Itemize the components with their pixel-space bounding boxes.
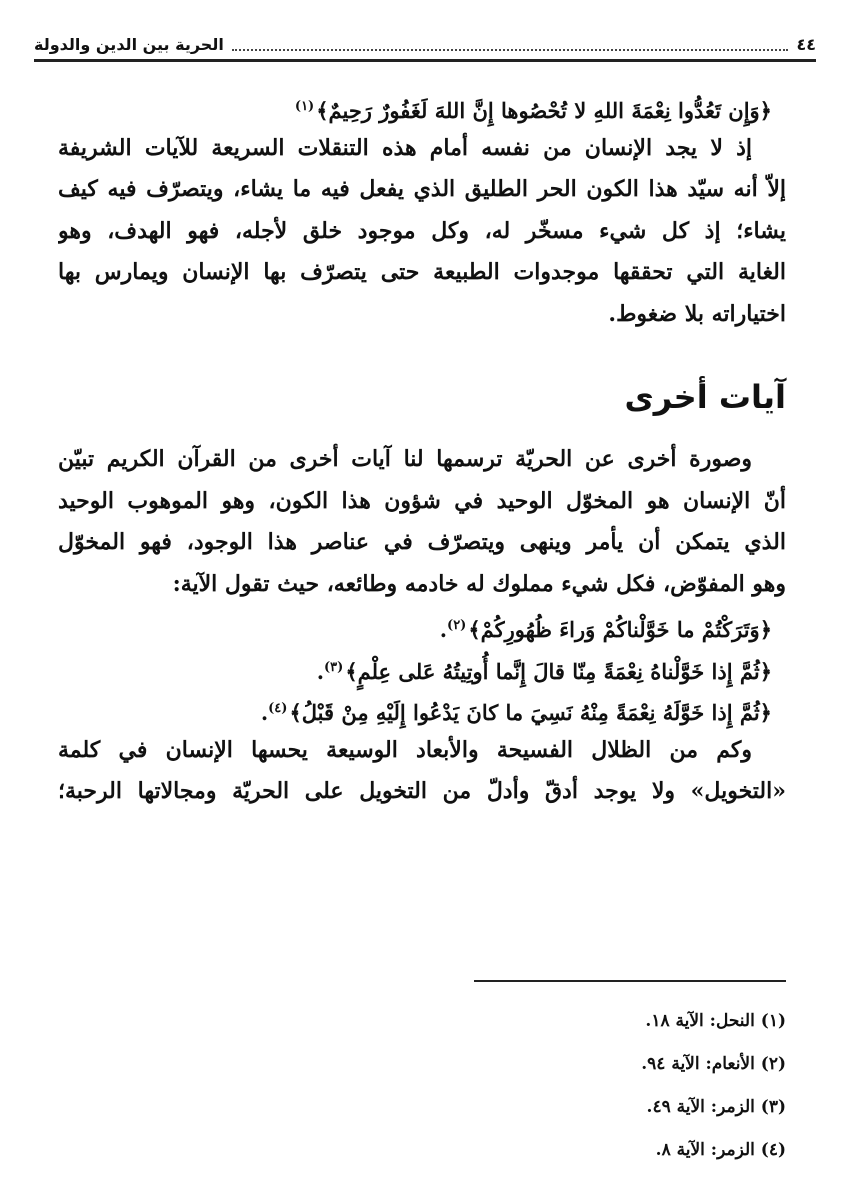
footnote: (٢) الأنعام: الآية ٩٤. bbox=[641, 1054, 786, 1074]
verse-text: ﴿ثُمَّ إِذا خَوَّلْناهُ نِعْمَةً مِنّا قالَ إِنَّما أُوتِيتُهُ عَلى عِلْمٍ﴾ bbox=[345, 658, 772, 684]
header-leader-dots bbox=[232, 49, 789, 51]
verse-text: ﴿ثُمَّ إِذا خَوَّلَهُ نِعْمَةً مِنْهُ نَسِيَ ما كانَ يَدْعُوا إِلَيْهِ مِنْ قَبْلُ﴾ bbox=[289, 700, 772, 725]
paragraph-line: إذ لا يجد الإنسان من نفسه أمام هذه التنقلات السريعة للآيات الشريفة bbox=[58, 134, 752, 161]
verse-end-mark: . bbox=[260, 700, 269, 725]
paragraph-line: يشاء؛ إذ كل شيء مسخّر له، وكل موجود خلق لأجله، فهو الهدف، وهو bbox=[58, 217, 786, 244]
footnote-marker: (١) bbox=[294, 99, 315, 114]
paragraph-line: الغاية التي تحققها موجدوات الطبيعة حتى يتصرّف بها الإنسان ويمارس بها bbox=[58, 259, 786, 285]
paragraph-1 bbox=[58, 128, 786, 336]
footnotes bbox=[400, 1000, 786, 1172]
quoted-verse bbox=[58, 688, 786, 730]
footnote-marker: (٤) bbox=[268, 701, 288, 716]
section-heading: آيات أخرى bbox=[624, 378, 786, 416]
paragraph-3 bbox=[58, 730, 786, 813]
quoted-verse bbox=[58, 605, 786, 647]
running-title: الحرية بين الدين والدولة bbox=[34, 35, 224, 54]
paragraph-2 bbox=[58, 439, 786, 605]
footnote: (٣) الزمر: الآية ٤٩. bbox=[646, 1097, 786, 1117]
footnote: (١) النحل: الآية ١٨. bbox=[645, 1011, 786, 1031]
footnote: (٤) الزمر: الآية ٨. bbox=[655, 1140, 786, 1160]
paragraph-line: أنّ الإنسان هو المخوّل الوحيد في شؤون هذا الكون، وهو الموهوب الوحيد bbox=[58, 487, 786, 514]
verse-end-mark: . bbox=[439, 617, 448, 642]
footnote-separator bbox=[474, 980, 786, 982]
footnote-marker: (٢) bbox=[447, 618, 467, 633]
paragraph-line: الذي يتمكن أن يأمر وينهى ويتصرّف في عناصر هذا الوجود، فهو المخوّل bbox=[58, 529, 786, 555]
main-text bbox=[58, 86, 786, 813]
quoted-verse bbox=[58, 647, 786, 689]
paragraph-line: إلاّ أنه سيّد هذا الكون الحر الطليق الذي يفعل فيه ما يشاء، ويتصرّف فيه كيف bbox=[58, 176, 786, 202]
paragraph-line: وصورة أخرى عن الحريّة ترسمها لنا آيات أخرى من القرآن الكريم تبيّن bbox=[58, 446, 752, 472]
opening-verse bbox=[58, 86, 786, 128]
paragraph-line: اختياراته بلا ضغوط. bbox=[608, 300, 786, 327]
verse-text: ﴿وَإِن تَعُدُّوا نِعْمَةَ اللهِ لا تُحْصُوها إِنَّ اللهَ لَغَفُورٌ رَحِيمٌ﴾ bbox=[316, 98, 772, 123]
page-number: ٤٤ bbox=[796, 35, 816, 54]
paragraph-line: وكم من الظلال الفسيحة والأبعاد الوسيعة يحسها الإنسان في كلمة bbox=[58, 736, 752, 763]
verse-end-mark: . bbox=[316, 658, 325, 684]
paragraph-line: «التخويل» ولا يوجد أدقّ وأدلّ من التخويل على الحريّة ومجالاتها الرحبة؛ bbox=[58, 778, 786, 804]
paragraph-line: وهو المفوّض، فكل شيء مملوك له خادمه وطائعه، حيث تقول الآية: bbox=[172, 570, 786, 597]
running-header bbox=[34, 30, 816, 62]
footnote-marker: (٣) bbox=[324, 659, 344, 675]
verse-text: ﴿وَتَرَكْتُمْ ما خَوَّلْناكُمْ وَراءَ ظُهُورِكُمْ﴾ bbox=[468, 617, 772, 642]
